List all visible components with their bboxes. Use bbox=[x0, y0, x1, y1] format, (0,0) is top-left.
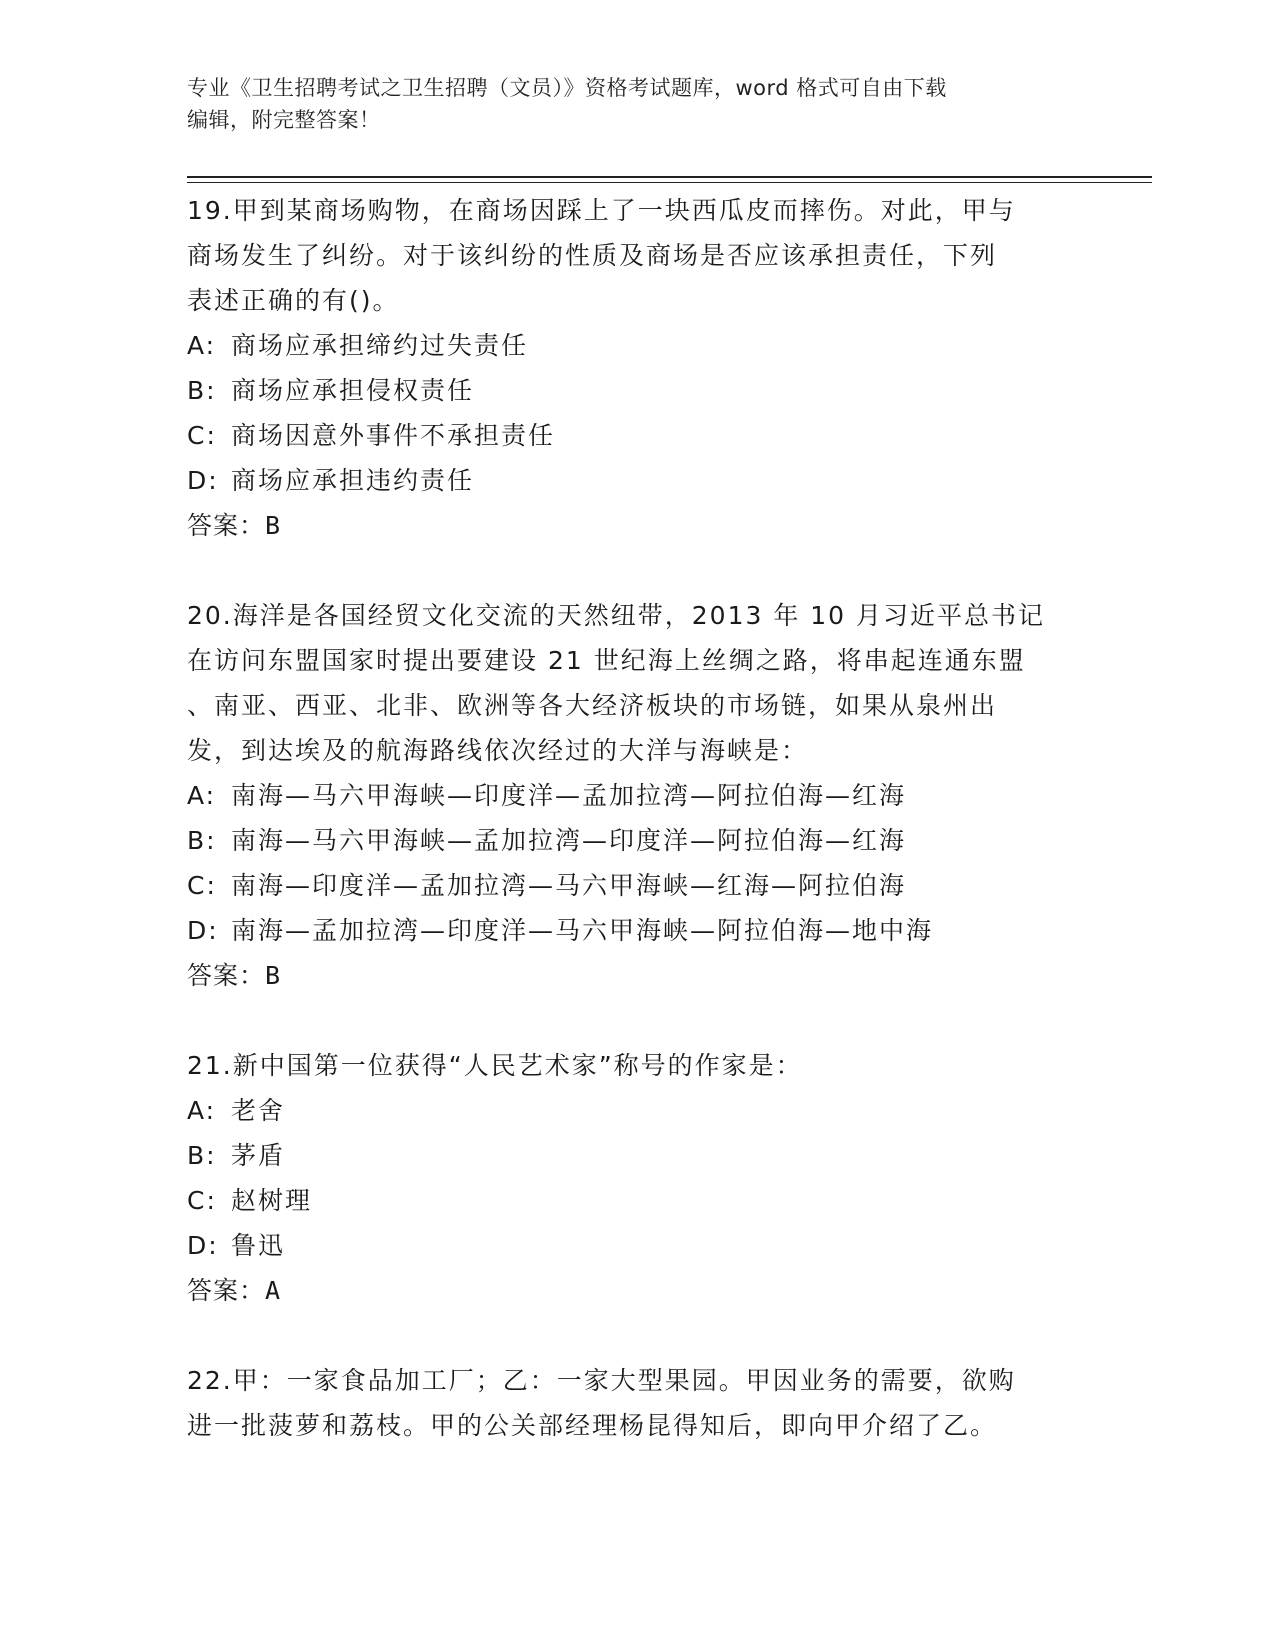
option-d bbox=[187, 1223, 1087, 1268]
question-stem-line: 20.海洋是各国经贸文化交流的天然纽带，2013 年 10 月习近平总书记 bbox=[187, 601, 1046, 630]
option-key: D: bbox=[187, 916, 219, 945]
option-key: C: bbox=[187, 1186, 217, 1215]
question-19 bbox=[187, 188, 1087, 548]
question-stem-line: 表述正确的有()。 bbox=[187, 286, 400, 315]
option-key: A: bbox=[187, 331, 217, 360]
option-text: 赵树理 bbox=[231, 1186, 313, 1215]
header-line-2: 编辑，附完整答案！ bbox=[187, 108, 381, 132]
answer-value: A bbox=[265, 1276, 282, 1305]
option-key: A: bbox=[187, 781, 217, 810]
option-key: B: bbox=[187, 376, 217, 405]
question-stem-line: 在访问东盟国家时提出要建设 21 世纪海上丝绸之路，将串起连通东盟 bbox=[187, 646, 1026, 675]
option-d bbox=[187, 908, 1087, 953]
answer-value: B bbox=[265, 961, 282, 990]
option-text: 鲁迅 bbox=[231, 1231, 286, 1260]
option-text: 茅盾 bbox=[231, 1141, 286, 1170]
option-key: D: bbox=[187, 466, 219, 495]
question-stem-line: 商场发生了纠纷。对于该纠纷的性质及商场是否应该承担责任，下列 bbox=[187, 241, 998, 270]
option-text: 南海—印度洋—孟加拉湾—马六甲海峡—红海—阿拉伯海 bbox=[231, 871, 907, 900]
header-divider-thick bbox=[187, 176, 1152, 178]
option-key: C: bbox=[187, 421, 217, 450]
option-text: 老舍 bbox=[231, 1096, 286, 1125]
option-key: C: bbox=[187, 871, 217, 900]
question-stem-line: 发，到达埃及的航海路线依次经过的大洋与海峡是： bbox=[187, 736, 809, 765]
question-stem-line: 19.甲到某商场购物，在商场因踩上了一块西瓜皮而摔伤。对此，甲与 bbox=[187, 196, 1016, 225]
option-key: B: bbox=[187, 826, 217, 855]
question-20 bbox=[187, 593, 1087, 998]
question-22 bbox=[187, 1358, 1087, 1448]
option-text: 南海—孟加拉湾—印度洋—马六甲海峡—阿拉伯海—地中海 bbox=[231, 916, 934, 945]
answer-label: 答案： bbox=[187, 511, 266, 540]
option-text: 商场应承担侵权责任 bbox=[231, 376, 475, 405]
option-text: 商场应承担缔约过失责任 bbox=[231, 331, 529, 360]
option-a bbox=[187, 323, 1087, 368]
answer-line bbox=[187, 503, 1087, 548]
answer-label: 答案： bbox=[187, 961, 266, 990]
answer-value: B bbox=[265, 511, 282, 540]
question-stem-line: 进一批菠萝和荔枝。甲的公关部经理杨昆得知后，即向甲介绍了乙。 bbox=[187, 1411, 998, 1440]
option-key: A: bbox=[187, 1096, 217, 1125]
question-stem-line: 21.新中国第一位获得“人民艺术家”称号的作家是： bbox=[187, 1051, 803, 1080]
question-list bbox=[187, 188, 1087, 1448]
option-text: 南海—马六甲海峡—孟加拉湾—印度洋—阿拉伯海—红海 bbox=[231, 826, 907, 855]
document-header bbox=[187, 72, 1087, 136]
question-21 bbox=[187, 1043, 1087, 1313]
option-d bbox=[187, 458, 1087, 503]
option-key: B: bbox=[187, 1141, 217, 1170]
option-text: 商场因意外事件不承担责任 bbox=[231, 421, 556, 450]
option-a bbox=[187, 773, 1087, 818]
question-stem-line: 22.甲：一家食品加工厂；乙：一家大型果园。甲因业务的需要，欲购 bbox=[187, 1366, 1016, 1395]
option-c bbox=[187, 413, 1087, 458]
option-c bbox=[187, 1178, 1087, 1223]
option-b bbox=[187, 368, 1087, 413]
option-a bbox=[187, 1088, 1087, 1133]
option-text: 南海—马六甲海峡—印度洋—孟加拉湾—阿拉伯海—红海 bbox=[231, 781, 907, 810]
option-b bbox=[187, 818, 1087, 863]
header-divider-thin bbox=[187, 182, 1152, 183]
option-b bbox=[187, 1133, 1087, 1178]
answer-label: 答案： bbox=[187, 1276, 266, 1305]
answer-line bbox=[187, 1268, 1087, 1313]
option-c bbox=[187, 863, 1087, 908]
option-text: 商场应承担违约责任 bbox=[231, 466, 475, 495]
answer-line bbox=[187, 953, 1087, 998]
header-line-1: 专业《卫生招聘考试之卫生招聘（文员）》资格考试题库，word 格式可自由下载 bbox=[187, 76, 947, 100]
question-stem-line: 、南亚、西亚、北非、欧洲等各大经济板块的市场链，如果从泉州出 bbox=[187, 691, 998, 720]
option-key: D: bbox=[187, 1231, 219, 1260]
